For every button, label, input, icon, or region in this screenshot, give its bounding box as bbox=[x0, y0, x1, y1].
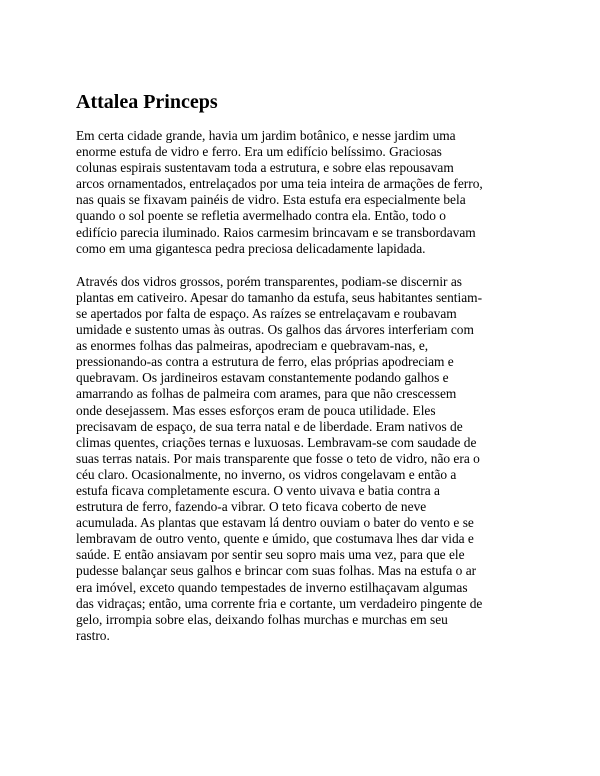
paragraph-1 bbox=[76, 128, 526, 257]
paragraph-line: pressionando-as contra a estrutura de ferro, elas próprias apodreciam e bbox=[76, 354, 454, 370]
paragraph-line: como em uma gigantesca pedra preciosa delicadamente lapidada. bbox=[76, 240, 426, 256]
paragraph-line: plantas em cativeiro. Apesar do tamanho da estufa, seus habitantes sentiam- bbox=[76, 289, 483, 305]
paragraph-line: Através dos vidros grossos, porém transparentes, podiam-se discernir as bbox=[76, 273, 463, 289]
paragraph-line: rastro. bbox=[76, 627, 110, 643]
paragraph-line: das vidraças; então, uma corrente fria e cortante, um verdadeiro pingente de bbox=[76, 595, 483, 611]
document-title: Attalea Princeps bbox=[76, 91, 218, 113]
paragraph-line: se apertados por falta de espaço. As raízes se entrelaçavam e roubavam bbox=[76, 305, 457, 321]
paragraph-line: umidade e sustento umas às outras. Os galhos das árvores interferiam com bbox=[76, 322, 474, 338]
paragraph-line: estufa ficava completamente escura. O vento uivava e batia contra a bbox=[76, 482, 440, 498]
paragraph-line: saúde. E então ansiavam por sentir seu sopro mais uma vez, para que ele bbox=[76, 547, 465, 563]
paragraph-line: edifício parecia iluminado. Raios carmesim brincavam e se transbordavam bbox=[76, 224, 476, 240]
paragraph-line: arcos ornamentados, entrelaçados por uma teia inteira de armações de ferro, bbox=[76, 176, 483, 192]
paragraph-line: era imóvel, exceto quando tempestades de inverno estilhaçavam algumas bbox=[76, 579, 468, 595]
paragraph-line: colunas espirais sustentavam toda a estrutura, e sobre elas repousavam bbox=[76, 160, 454, 176]
paragraph-line: enorme estufa de vidro e ferro. Era um edifício belíssimo. Graciosas bbox=[76, 144, 442, 160]
paragraph-line: quando o sol poente se refletia avermelhado contra ela. Então, todo o bbox=[76, 208, 446, 224]
paragraph-line: estrutura de ferro, fazendo-a vibrar. O teto ficava coberto de neve bbox=[76, 499, 427, 515]
paragraph-line: onde desejassem. Mas esses esforços eram de pouca utilidade. Eles bbox=[76, 402, 436, 418]
paragraph-2 bbox=[76, 274, 526, 644]
paragraph-line: climas quentes, criações ternas e luxuosas. Lembravam-se com saudade de bbox=[76, 434, 477, 450]
paragraph-line: acumulada. As plantas que estavam lá dentro ouviam o bater do vento e se bbox=[76, 515, 474, 531]
paragraph-line: amarrando as folhas de palmeira com arames, para que não crescessem bbox=[76, 386, 457, 402]
paragraph-line: nas quais se fixavam painéis de vidro. Esta estufa era especialmente bela bbox=[76, 192, 466, 208]
paragraph-line: suas terras natais. Por mais transparente que fosse o teto de vidro, não era o bbox=[76, 450, 480, 466]
paragraph-line: gelo, irrompia sobre elas, deixando folhas murchas e murchas em seu bbox=[76, 611, 448, 627]
paragraph-line: precisavam de espaço, de sua terra natal e de liberdade. Eram nativos de bbox=[76, 418, 463, 434]
document-body bbox=[76, 128, 526, 644]
paragraph-line: quebravam. Os jardineiros estavam constantemente podando galhos e bbox=[76, 370, 449, 386]
paragraph-line: Em certa cidade grande, havia um jardim botânico, e nesse jardim uma bbox=[76, 128, 456, 143]
paragraph-line: pudesse balançar seus galhos e brincar com suas folhas. Mas na estufa o ar bbox=[76, 563, 477, 579]
paragraph-line: lembravam de outro vento, quente e úmido, que costumava lhes dar vida e bbox=[76, 531, 474, 547]
paragraph-line: as enormes folhas das palmeiras, apodreciam e quebravam-nas, e, bbox=[76, 338, 429, 354]
paragraph-line: céu claro. Ocasionalmente, no inverno, os vidros congelavam e então a bbox=[76, 466, 457, 482]
